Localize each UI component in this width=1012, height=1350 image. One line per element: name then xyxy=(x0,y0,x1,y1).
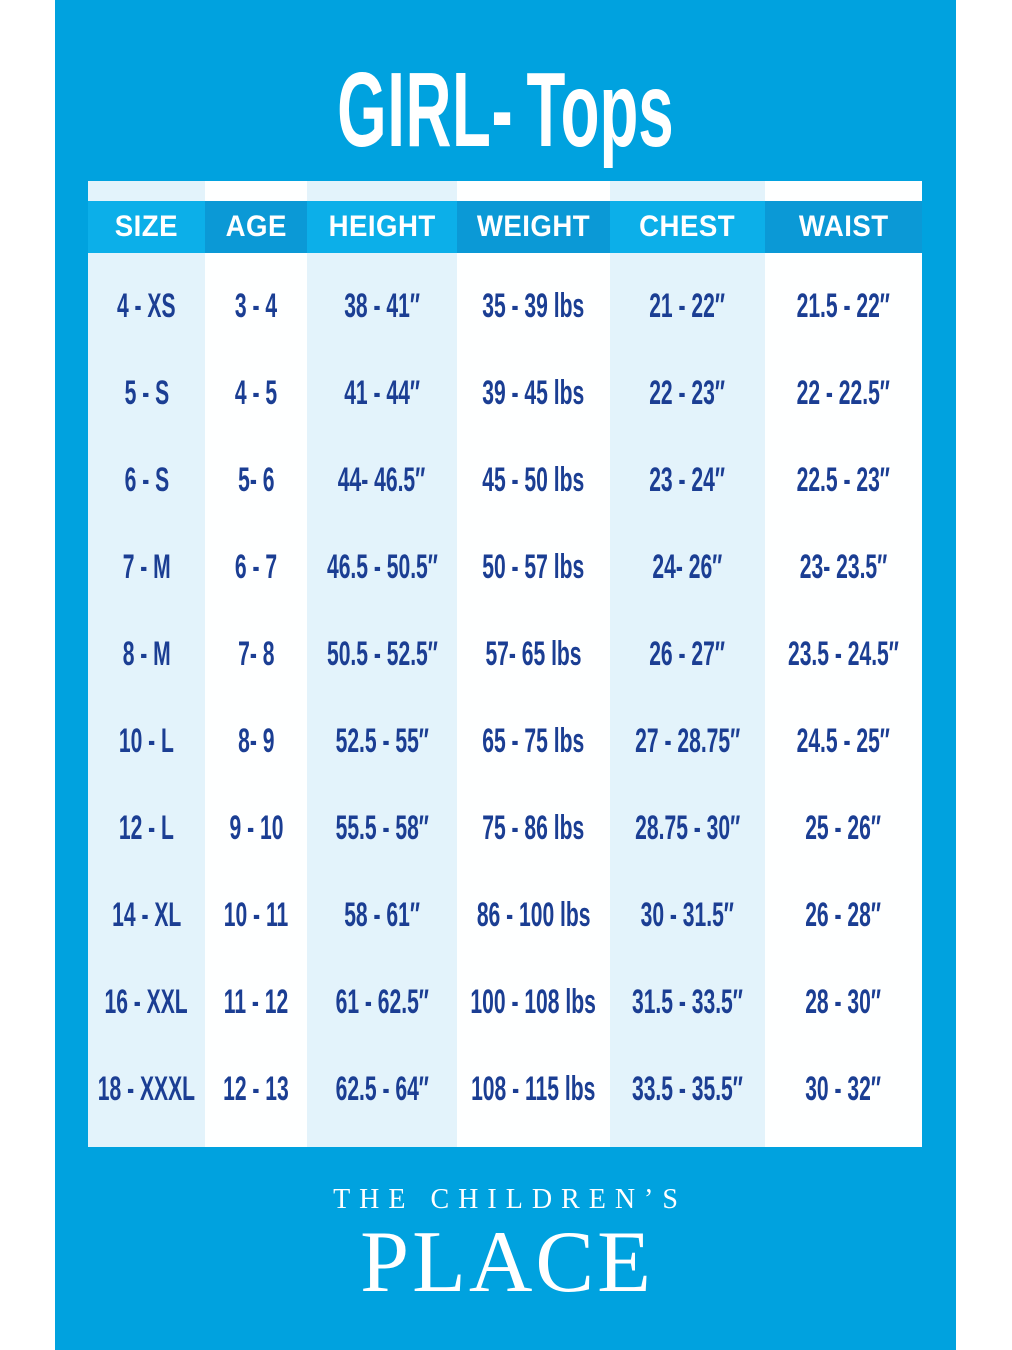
table-cell xyxy=(205,698,307,785)
table-cell xyxy=(88,698,205,785)
cell-chest-r4: 24- 26″ xyxy=(652,548,723,586)
table-cell xyxy=(610,959,765,1046)
title-tops: Tops xyxy=(526,50,674,169)
cell-height-r4: 46.5 - 50.5″ xyxy=(326,548,438,586)
brand-logo-line1: THE CHILDREN’S xyxy=(333,1184,687,1215)
cell-weight-r5: 57- 65 lbs xyxy=(485,635,582,673)
header-age xyxy=(205,201,307,253)
cell-weight-r3: 45 - 50 lbs xyxy=(482,461,585,499)
table-cell xyxy=(205,437,307,524)
column-waist xyxy=(765,181,922,1147)
column-top-strip xyxy=(205,181,307,201)
cell-age-r2: 4 - 5 xyxy=(234,374,278,412)
column-size xyxy=(88,181,205,1147)
table-cell xyxy=(307,698,457,785)
table-cell xyxy=(457,698,610,785)
cell-size-r1: 4 - XS xyxy=(117,287,176,325)
table-cell xyxy=(765,1046,922,1133)
cell-waist-r4: 23- 23.5″ xyxy=(799,548,888,586)
cell-chest-r1: 21 - 22″ xyxy=(649,287,726,325)
cell-waist-r1: 21.5 - 22″ xyxy=(796,287,891,325)
column-size-cells xyxy=(88,253,205,1147)
cell-weight-r4: 50 - 57 lbs xyxy=(482,548,585,586)
cell-age-r3: 5- 6 xyxy=(237,461,275,499)
cell-chest-r2: 22 - 23″ xyxy=(649,374,726,412)
cell-waist-r2: 22 - 22.5″ xyxy=(796,374,891,412)
cell-chest-r10: 33.5 - 35.5″ xyxy=(632,1070,743,1108)
cell-chest-r9: 31.5 - 33.5″ xyxy=(632,983,743,1021)
column-weight-cells xyxy=(457,253,610,1147)
table-cell xyxy=(610,524,765,611)
cell-size-r10: 18 - XXXL xyxy=(97,1070,196,1108)
cell-waist-r10: 30 - 32″ xyxy=(805,1070,882,1108)
page-title-text xyxy=(337,50,674,169)
table-cell xyxy=(765,524,922,611)
cell-age-r9: 11 - 12 xyxy=(223,983,289,1021)
column-age xyxy=(205,181,307,1147)
table-cell xyxy=(88,263,205,350)
cell-height-r7: 55.5 - 58″ xyxy=(335,809,429,847)
column-weight xyxy=(457,181,610,1147)
cell-height-r3: 44- 46.5″ xyxy=(338,461,426,499)
table-cell xyxy=(205,1046,307,1133)
cell-age-r10: 12 - 13 xyxy=(223,1070,289,1108)
header-chest xyxy=(610,201,765,253)
cell-waist-r9: 28 - 30″ xyxy=(805,983,882,1021)
table-cell xyxy=(765,263,922,350)
header-age-label: AGE xyxy=(225,209,287,243)
table-cell xyxy=(457,263,610,350)
cell-age-r1: 3 - 4 xyxy=(234,287,278,325)
cell-size-r7: 12 - L xyxy=(118,809,175,847)
cell-height-r1: 38 - 41″ xyxy=(344,287,420,325)
table-cell xyxy=(205,611,307,698)
table-cell xyxy=(88,1046,205,1133)
cell-weight-r9: 100 - 108 lbs xyxy=(470,983,597,1021)
table-cell xyxy=(610,785,765,872)
title-girl: GIRL- xyxy=(337,50,514,169)
table-cell xyxy=(88,959,205,1046)
table-cell xyxy=(205,524,307,611)
table-cell xyxy=(765,698,922,785)
table-cell xyxy=(88,785,205,872)
column-chest xyxy=(610,181,765,1147)
cell-height-r8: 58 - 61″ xyxy=(344,896,420,934)
cell-waist-r3: 22.5 - 23″ xyxy=(796,461,891,499)
table-cell xyxy=(205,959,307,1046)
cell-age-r7: 9 - 10 xyxy=(229,809,283,847)
table-cell xyxy=(307,785,457,872)
cell-size-r9: 16 - XXL xyxy=(104,983,189,1021)
table-cell xyxy=(610,1046,765,1133)
table-cell xyxy=(765,959,922,1046)
table-cell xyxy=(307,350,457,437)
page-title xyxy=(55,52,956,167)
table-cell xyxy=(765,437,922,524)
cell-height-r10: 62.5 - 64″ xyxy=(335,1070,429,1108)
table-cell xyxy=(457,872,610,959)
header-weight-label: WEIGHT xyxy=(476,209,591,243)
cell-height-r5: 50.5 - 52.5″ xyxy=(326,635,438,673)
header-waist xyxy=(765,201,922,253)
header-height xyxy=(307,201,457,253)
table-cell xyxy=(307,1046,457,1133)
cell-chest-r3: 23 - 24″ xyxy=(649,461,726,499)
cell-size-r2: 5 - S xyxy=(124,374,169,412)
table-cell xyxy=(205,785,307,872)
table-cell xyxy=(457,611,610,698)
table-cell xyxy=(307,611,457,698)
cell-height-r6: 52.5 - 55″ xyxy=(335,722,429,760)
cell-weight-r8: 86 - 100 lbs xyxy=(476,896,591,934)
table-cell xyxy=(457,437,610,524)
cell-waist-r6: 24.5 - 25″ xyxy=(796,722,891,760)
table-cell xyxy=(457,785,610,872)
cell-height-r2: 41 - 44″ xyxy=(344,374,420,412)
column-height xyxy=(307,181,457,1147)
table-cell xyxy=(307,959,457,1046)
column-top-strip xyxy=(765,181,922,201)
table-cell xyxy=(610,437,765,524)
column-waist-cells xyxy=(765,253,922,1147)
cell-weight-r2: 39 - 45 lbs xyxy=(482,374,585,412)
table-cell xyxy=(610,350,765,437)
size-chart-poster xyxy=(55,0,956,1350)
cell-chest-r6: 27 - 28.75″ xyxy=(634,722,741,760)
table-cell xyxy=(610,611,765,698)
header-size-label: SIZE xyxy=(114,209,179,243)
table-cell xyxy=(765,350,922,437)
cell-waist-r5: 23.5 - 24.5″ xyxy=(788,635,899,673)
header-chest-label: CHEST xyxy=(639,209,736,243)
cell-age-r5: 7- 8 xyxy=(237,635,275,673)
table-cell xyxy=(88,611,205,698)
cell-chest-r7: 28.75 - 30″ xyxy=(634,809,741,847)
table-cell xyxy=(88,524,205,611)
table-cell xyxy=(307,872,457,959)
table-cell xyxy=(457,1046,610,1133)
table-cell xyxy=(765,611,922,698)
table-cell xyxy=(765,785,922,872)
cell-waist-r7: 25 - 26″ xyxy=(805,809,882,847)
table-cell xyxy=(610,698,765,785)
header-height-label: HEIGHT xyxy=(328,209,436,243)
size-table xyxy=(88,181,922,1147)
column-top-strip xyxy=(88,181,205,201)
brand-logo-line2: PLACE xyxy=(360,1214,654,1311)
column-top-strip xyxy=(307,181,457,201)
cell-size-r5: 8 - M xyxy=(122,635,171,673)
table-cell xyxy=(457,350,610,437)
cell-size-r8: 14 - XL xyxy=(111,896,182,934)
table-cell xyxy=(307,263,457,350)
cell-age-r4: 6 - 7 xyxy=(234,548,278,586)
table-cell xyxy=(610,263,765,350)
column-height-cells xyxy=(307,253,457,1147)
column-top-strip xyxy=(610,181,765,201)
cell-weight-r6: 65 - 75 lbs xyxy=(482,722,585,760)
cell-waist-r8: 26 - 28″ xyxy=(805,896,882,934)
table-cell xyxy=(88,872,205,959)
header-waist-label: WAIST xyxy=(798,209,889,243)
header-weight xyxy=(457,201,610,253)
column-top-strip xyxy=(457,181,610,201)
header-size xyxy=(88,201,205,253)
table-cell xyxy=(307,524,457,611)
cell-size-r4: 7 - M xyxy=(122,548,171,586)
table-cell xyxy=(457,959,610,1046)
table-cell xyxy=(88,350,205,437)
table-cell xyxy=(610,872,765,959)
brand-logo xyxy=(55,1184,956,1311)
cell-height-r9: 61 - 62.5″ xyxy=(335,983,429,1021)
column-age-cells xyxy=(205,253,307,1147)
table-cell xyxy=(765,872,922,959)
cell-chest-r5: 26 - 27″ xyxy=(649,635,726,673)
column-chest-cells xyxy=(610,253,765,1147)
cell-chest-r8: 30 - 31.5″ xyxy=(640,896,735,934)
table-cell xyxy=(457,524,610,611)
cell-weight-r1: 35 - 39 lbs xyxy=(482,287,585,325)
cell-age-r8: 10 - 11 xyxy=(223,896,289,934)
cell-weight-r7: 75 - 86 lbs xyxy=(482,809,585,847)
table-cell xyxy=(205,263,307,350)
table-cell xyxy=(307,437,457,524)
cell-weight-r10: 108 - 115 lbs xyxy=(471,1070,596,1108)
table-cell xyxy=(205,872,307,959)
cell-size-r6: 10 - L xyxy=(118,722,175,760)
table-cell xyxy=(205,350,307,437)
cell-age-r6: 8- 9 xyxy=(237,722,275,760)
table-cell xyxy=(88,437,205,524)
cell-size-r3: 6 - S xyxy=(124,461,169,499)
